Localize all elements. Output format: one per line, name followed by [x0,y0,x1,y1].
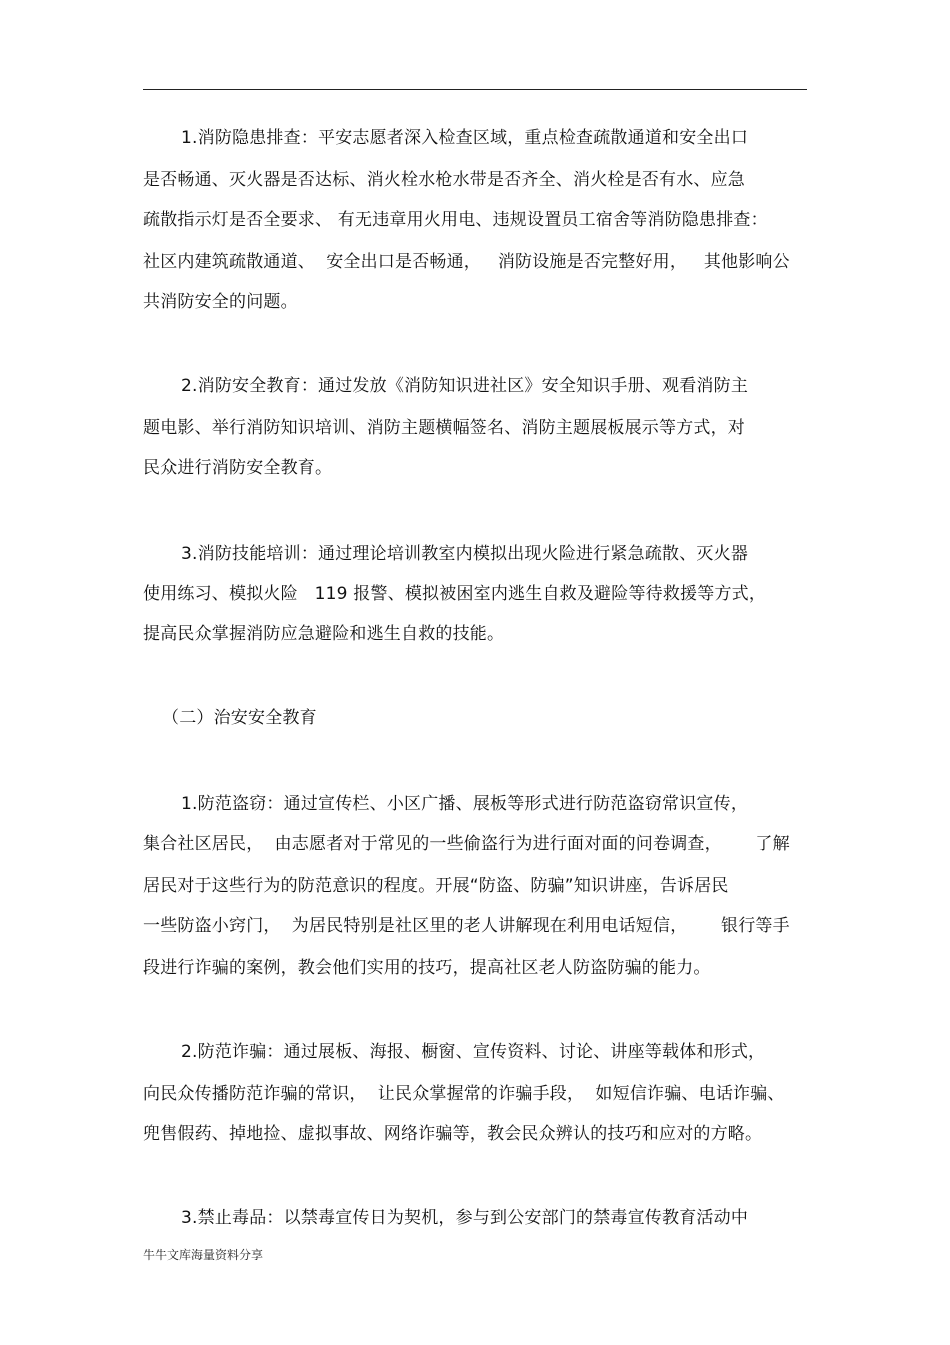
paragraph-line: 是否畅通、灭火器是否达标、消火栓水枪水带是否齐全、消火栓是否有水、应急 [143,170,745,190]
paragraph-line: 社区内建筑疏散通道、 安全出口是否畅通， 消防设施是否完整好用， 其他影响公 [143,252,790,272]
paragraph-line: 题电影、举行消防知识培训、消防主题横幅签名、消防主题展板展示等方式，对 [143,418,745,438]
paragraph-line: 民众进行消防安全教育。 [143,458,333,478]
paragraph-line: 向民众传播防范诈骗的常识， 让民众掌握常的诈骗手段， 如短信诈骗、电话诈骗、 [143,1084,785,1104]
paragraph-line: 1.消防隐患排查：平安志愿者深入检查区域，重点检查疏散通道和安全出口 [181,128,749,148]
paragraph-line: 一些防盗小窍门， 为居民特别是社区里的老人讲解现在利用电话短信， 银行等手 [143,916,790,936]
paragraph-line: 2.消防安全教育：通过发放《消防知识进社区》安全知识手册、观看消防主 [181,376,749,396]
paragraph-line: 1.防范盗窃：通过宣传栏、小区广播、展板等形式进行防范盗窃常识宣传， [181,794,749,814]
paragraph-line: 段进行诈骗的案例，教会他们实用的技巧，提高社区老人防盗防骗的能力。 [143,958,711,978]
paragraph-line: 疏散指示灯是否全要求、 有无违章用火用电、违规设置员工宿舍等消防隐患排查： [143,210,768,230]
paragraph-line: 3.消防技能培训：通过理论培训教室内模拟出现火险进行紧急疏散、灭火器 [181,544,749,564]
paragraph-line: 使用练习、模拟火险 119 报警、模拟被困室内逃生自救及避险等待救援等方式， [143,584,767,604]
page-footer: 牛牛文库海量资料分享 [143,1248,264,1262]
paragraph-line: 3.禁止毒品：以禁毒宣传日为契机，参与到公安部门的禁毒宣传教育活动中 [181,1208,749,1228]
paragraph-line: 兜售假药、掉地捡、虚拟事故、网络诈骗等，教会民众辨认的技巧和应对的方略。 [143,1124,763,1144]
paragraph-line: 集合社区居民， 由志愿者对于常见的一些偷盗行为进行面对面的问卷调查， 了解 [143,834,790,854]
paragraph-line: 共消防安全的问题。 [143,292,298,312]
paragraph-line: 2.防范诈骗：通过展板、海报、橱窗、宣传资料、讨论、讲座等载体和形式， [181,1042,766,1062]
header-rule [143,89,807,90]
paragraph-line: 提高民众掌握消防应急避险和逃生自救的技能。 [143,624,505,644]
paragraph-line: 居民对于这些行为的防范意识的程度。开展“防盗、防骗”知识讲座，告诉居民 [143,876,729,896]
section-heading: （二）治安安全教育 [162,708,317,728]
